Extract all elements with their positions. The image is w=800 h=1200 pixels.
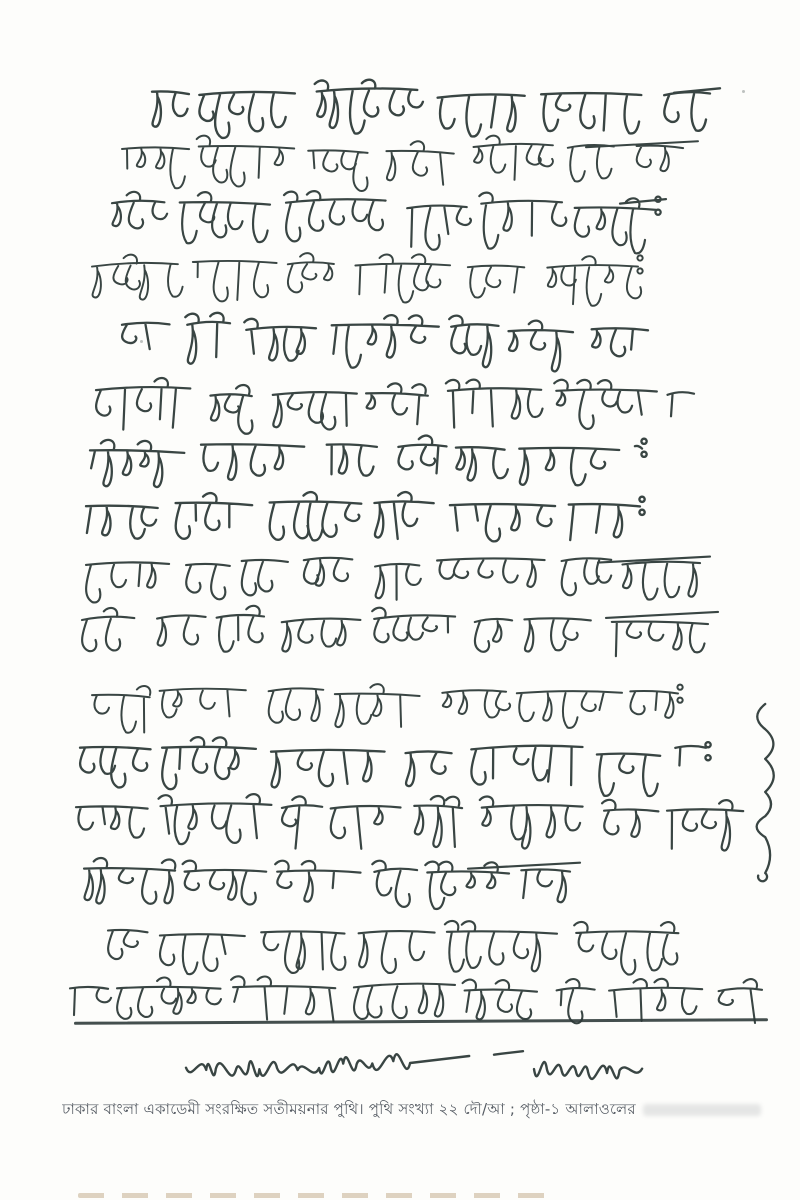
scan-artifact-strip: [78, 1193, 552, 1198]
signature-scrawl-primary: [182, 1038, 524, 1092]
manuscript-line: [80, 842, 580, 908]
manuscript-line: [66, 962, 772, 1024]
manuscript-line: [78, 592, 718, 656]
caption-text: ঢাকার বাংলা একাডেমী সংরক্ষিত সতীময়নার পুথি। পুথি সংখ্যা ২২ দৌ/আ ; পৃষ্ঠা-১ আলাওলের: [62, 1100, 636, 1118]
caption: [62, 1099, 798, 1120]
signature-scrawl-secondary: [530, 1046, 630, 1088]
caption-faded-smudge: [643, 1104, 761, 1116]
stray-ink-dot: [742, 90, 745, 93]
manuscript-line: [86, 420, 652, 486]
stray-ink-dot: [140, 340, 143, 343]
tall-flourish-stroke: [740, 700, 782, 852]
